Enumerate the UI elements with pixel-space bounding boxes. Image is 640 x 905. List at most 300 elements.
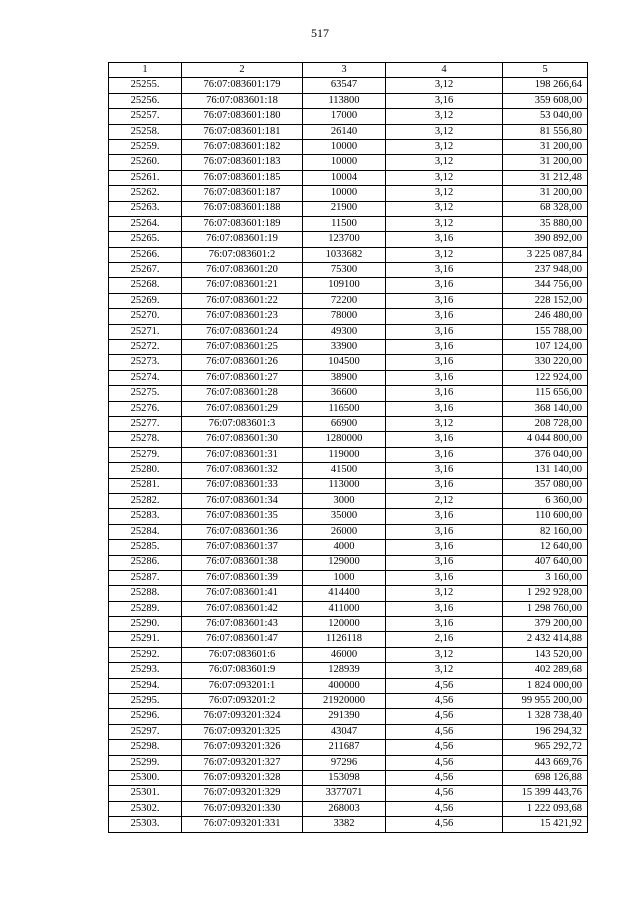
rate-value-cell: 3,12 xyxy=(386,124,503,139)
amount-value-cell: 698 126,88 xyxy=(503,770,588,785)
area-value-cell: 10000 xyxy=(303,155,386,170)
area-value-cell: 104500 xyxy=(303,355,386,370)
area-value-cell: 119000 xyxy=(303,447,386,462)
table-row xyxy=(109,401,588,416)
row-number-cell: 25266. xyxy=(109,247,182,262)
row-number-cell: 25290. xyxy=(109,617,182,632)
cadastral-number-cell: 76:07:093201:331 xyxy=(182,817,303,832)
row-number-cell: 25277. xyxy=(109,416,182,431)
table-row xyxy=(109,416,588,431)
area-value-cell: 72200 xyxy=(303,293,386,308)
amount-value-cell: 68 328,00 xyxy=(503,201,588,216)
cadastral-number-cell: 76:07:083601:19 xyxy=(182,232,303,247)
rate-value-cell: 4,56 xyxy=(386,770,503,785)
rate-value-cell: 3,12 xyxy=(386,139,503,154)
amount-value-cell: 131 140,00 xyxy=(503,463,588,478)
row-number-cell: 25272. xyxy=(109,340,182,355)
table-row xyxy=(109,78,588,93)
row-number-cell: 25275. xyxy=(109,386,182,401)
cadastral-number-cell: 76:07:083601:3 xyxy=(182,416,303,431)
table-row xyxy=(109,216,588,231)
cadastral-number-cell: 76:07:083601:182 xyxy=(182,139,303,154)
cadastral-number-cell: 76:07:083601:18 xyxy=(182,93,303,108)
amount-value-cell: 443 669,76 xyxy=(503,755,588,770)
area-value-cell: 109100 xyxy=(303,278,386,293)
cadastral-number-cell: 76:07:083601:27 xyxy=(182,370,303,385)
table-row xyxy=(109,509,588,524)
rate-value-cell: 3,16 xyxy=(386,293,503,308)
amount-value-cell: 35 880,00 xyxy=(503,216,588,231)
rate-value-cell: 3,12 xyxy=(386,647,503,662)
amount-value-cell: 246 480,00 xyxy=(503,309,588,324)
rate-value-cell: 4,56 xyxy=(386,801,503,816)
row-number-cell: 25259. xyxy=(109,139,182,154)
cadastral-number-cell: 76:07:083601:35 xyxy=(182,509,303,524)
row-number-cell: 25276. xyxy=(109,401,182,416)
row-number-cell: 25255. xyxy=(109,78,182,93)
rate-value-cell: 4,56 xyxy=(386,724,503,739)
row-number-cell: 25269. xyxy=(109,293,182,308)
cadastral-number-cell: 76:07:093201:1 xyxy=(182,678,303,693)
table-row xyxy=(109,786,588,801)
amount-value-cell: 110 600,00 xyxy=(503,509,588,524)
cadastral-number-cell: 76:07:083601:29 xyxy=(182,401,303,416)
rate-value-cell: 4,56 xyxy=(386,740,503,755)
amount-value-cell: 379 200,00 xyxy=(503,617,588,632)
rate-value-cell: 3,16 xyxy=(386,432,503,447)
row-number-cell: 25265. xyxy=(109,232,182,247)
table-row xyxy=(109,139,588,154)
table-row xyxy=(109,740,588,755)
row-number-cell: 25256. xyxy=(109,93,182,108)
area-value-cell: 97296 xyxy=(303,755,386,770)
table-row xyxy=(109,93,588,108)
area-value-cell: 120000 xyxy=(303,617,386,632)
row-number-cell: 25286. xyxy=(109,555,182,570)
row-number-cell: 25302. xyxy=(109,801,182,816)
cadastral-number-cell: 76:07:083601:179 xyxy=(182,78,303,93)
row-number-cell: 25257. xyxy=(109,109,182,124)
header-row xyxy=(109,63,588,78)
table-header xyxy=(109,63,588,78)
area-value-cell: 113800 xyxy=(303,93,386,108)
rate-value-cell: 3,16 xyxy=(386,601,503,616)
area-value-cell: 414400 xyxy=(303,586,386,601)
table-row xyxy=(109,170,588,185)
row-number-cell: 25260. xyxy=(109,155,182,170)
amount-value-cell: 1 328 738,40 xyxy=(503,709,588,724)
cadastral-number-cell: 76:07:093201:2 xyxy=(182,694,303,709)
table-row xyxy=(109,293,588,308)
amount-value-cell: 1 222 093,68 xyxy=(503,801,588,816)
amount-value-cell: 31 212,48 xyxy=(503,170,588,185)
row-number-cell: 25288. xyxy=(109,586,182,601)
cadastral-number-cell: 76:07:083601:30 xyxy=(182,432,303,447)
amount-value-cell: 6 360,00 xyxy=(503,493,588,508)
cadastral-number-cell: 76:07:083601:39 xyxy=(182,570,303,585)
area-value-cell: 291390 xyxy=(303,709,386,724)
rate-value-cell: 2,12 xyxy=(386,493,503,508)
amount-value-cell: 237 948,00 xyxy=(503,263,588,278)
header-cell-4: 4 xyxy=(386,63,503,78)
amount-value-cell: 99 955 200,00 xyxy=(503,694,588,709)
area-value-cell: 43047 xyxy=(303,724,386,739)
table-row xyxy=(109,540,588,555)
rate-value-cell: 3,16 xyxy=(386,524,503,539)
row-number-cell: 25295. xyxy=(109,694,182,709)
row-number-cell: 25285. xyxy=(109,540,182,555)
amount-value-cell: 965 292,72 xyxy=(503,740,588,755)
row-number-cell: 25303. xyxy=(109,817,182,832)
table-row xyxy=(109,370,588,385)
rate-value-cell: 3,16 xyxy=(386,463,503,478)
area-value-cell: 33900 xyxy=(303,340,386,355)
cadastral-number-cell: 76:07:083601:187 xyxy=(182,186,303,201)
amount-value-cell: 155 788,00 xyxy=(503,324,588,339)
area-value-cell: 411000 xyxy=(303,601,386,616)
rate-value-cell: 3,16 xyxy=(386,309,503,324)
amount-value-cell: 15 421,92 xyxy=(503,817,588,832)
rate-value-cell: 2,16 xyxy=(386,632,503,647)
table-row xyxy=(109,278,588,293)
table-row xyxy=(109,709,588,724)
area-value-cell: 400000 xyxy=(303,678,386,693)
row-number-cell: 25263. xyxy=(109,201,182,216)
data-table xyxy=(108,62,588,833)
header-cell-5: 5 xyxy=(503,63,588,78)
table-row xyxy=(109,232,588,247)
area-value-cell: 153098 xyxy=(303,770,386,785)
row-number-cell: 25281. xyxy=(109,478,182,493)
row-number-cell: 25268. xyxy=(109,278,182,293)
area-value-cell: 26000 xyxy=(303,524,386,539)
rate-value-cell: 3,12 xyxy=(386,216,503,231)
rate-value-cell: 3,16 xyxy=(386,555,503,570)
table-row xyxy=(109,124,588,139)
cadastral-number-cell: 76:07:083601:183 xyxy=(182,155,303,170)
table-row xyxy=(109,694,588,709)
row-number-cell: 25297. xyxy=(109,724,182,739)
table-row xyxy=(109,770,588,785)
cadastral-number-cell: 76:07:093201:327 xyxy=(182,755,303,770)
cadastral-number-cell: 76:07:083601:20 xyxy=(182,263,303,278)
amount-value-cell: 4 044 800,00 xyxy=(503,432,588,447)
cadastral-number-cell: 76:07:083601:34 xyxy=(182,493,303,508)
rate-value-cell: 4,56 xyxy=(386,786,503,801)
rate-value-cell: 3,12 xyxy=(386,201,503,216)
rate-value-cell: 3,16 xyxy=(386,324,503,339)
cadastral-number-cell: 76:07:083601:188 xyxy=(182,201,303,216)
cadastral-number-cell: 76:07:083601:24 xyxy=(182,324,303,339)
amount-value-cell: 3 225 087,84 xyxy=(503,247,588,262)
area-value-cell: 49300 xyxy=(303,324,386,339)
table-row xyxy=(109,186,588,201)
amount-value-cell: 208 728,00 xyxy=(503,416,588,431)
area-value-cell: 75300 xyxy=(303,263,386,278)
rate-value-cell: 3,12 xyxy=(386,663,503,678)
row-number-cell: 25274. xyxy=(109,370,182,385)
table-row xyxy=(109,478,588,493)
area-value-cell: 268003 xyxy=(303,801,386,816)
area-value-cell: 35000 xyxy=(303,509,386,524)
table-row xyxy=(109,447,588,462)
row-number-cell: 25270. xyxy=(109,309,182,324)
cadastral-number-cell: 76:07:093201:324 xyxy=(182,709,303,724)
rate-value-cell: 3,12 xyxy=(386,109,503,124)
area-value-cell: 21900 xyxy=(303,201,386,216)
row-number-cell: 25264. xyxy=(109,216,182,231)
table-row xyxy=(109,586,588,601)
table-row xyxy=(109,632,588,647)
cadastral-number-cell: 76:07:083601:36 xyxy=(182,524,303,539)
row-number-cell: 25284. xyxy=(109,524,182,539)
table-row xyxy=(109,432,588,447)
area-value-cell: 1126118 xyxy=(303,632,386,647)
amount-value-cell: 143 520,00 xyxy=(503,647,588,662)
rate-value-cell: 3,16 xyxy=(386,401,503,416)
rate-value-cell: 3,16 xyxy=(386,540,503,555)
area-value-cell: 129000 xyxy=(303,555,386,570)
cadastral-number-cell: 76:07:083601:25 xyxy=(182,340,303,355)
amount-value-cell: 82 160,00 xyxy=(503,524,588,539)
cadastral-number-cell: 76:07:083601:32 xyxy=(182,463,303,478)
amount-value-cell: 376 040,00 xyxy=(503,447,588,462)
rate-value-cell: 3,16 xyxy=(386,232,503,247)
rate-value-cell: 4,56 xyxy=(386,817,503,832)
table-row xyxy=(109,340,588,355)
cadastral-number-cell: 76:07:083601:189 xyxy=(182,216,303,231)
cadastral-number-cell: 76:07:083601:23 xyxy=(182,309,303,324)
table-row xyxy=(109,201,588,216)
area-value-cell: 11500 xyxy=(303,216,386,231)
table-row xyxy=(109,663,588,678)
cadastral-number-cell: 76:07:083601:47 xyxy=(182,632,303,647)
rate-value-cell: 3,16 xyxy=(386,386,503,401)
area-value-cell: 3382 xyxy=(303,817,386,832)
amount-value-cell: 1 298 760,00 xyxy=(503,601,588,616)
amount-value-cell: 1 292 928,00 xyxy=(503,586,588,601)
rate-value-cell: 3,12 xyxy=(386,586,503,601)
table-row xyxy=(109,555,588,570)
row-number-cell: 25283. xyxy=(109,509,182,524)
area-value-cell: 3377071 xyxy=(303,786,386,801)
table-row xyxy=(109,247,588,262)
rate-value-cell: 3,12 xyxy=(386,186,503,201)
row-number-cell: 25262. xyxy=(109,186,182,201)
area-value-cell: 3000 xyxy=(303,493,386,508)
table-row xyxy=(109,801,588,816)
cadastral-number-cell: 76:07:083601:37 xyxy=(182,540,303,555)
rate-value-cell: 3,12 xyxy=(386,416,503,431)
row-number-cell: 25282. xyxy=(109,493,182,508)
cadastral-number-cell: 76:07:083601:181 xyxy=(182,124,303,139)
cadastral-number-cell: 76:07:083601:22 xyxy=(182,293,303,308)
table-row xyxy=(109,817,588,832)
area-value-cell: 10000 xyxy=(303,139,386,154)
row-number-cell: 25267. xyxy=(109,263,182,278)
page-number: 517 xyxy=(311,26,329,40)
table-row xyxy=(109,617,588,632)
row-number-cell: 25291. xyxy=(109,632,182,647)
cadastral-number-cell: 76:07:083601:2 xyxy=(182,247,303,262)
amount-value-cell: 31 200,00 xyxy=(503,186,588,201)
cadastral-number-cell: 76:07:083601:21 xyxy=(182,278,303,293)
cadastral-number-cell: 76:07:083601:38 xyxy=(182,555,303,570)
amount-value-cell: 122 924,00 xyxy=(503,370,588,385)
amount-value-cell: 1 824 000,00 xyxy=(503,678,588,693)
cadastral-number-cell: 76:07:093201:325 xyxy=(182,724,303,739)
table-row xyxy=(109,324,588,339)
amount-value-cell: 196 294,32 xyxy=(503,724,588,739)
row-number-cell: 25271. xyxy=(109,324,182,339)
rate-value-cell: 4,56 xyxy=(386,709,503,724)
header-cell-1: 1 xyxy=(109,63,182,78)
rate-value-cell: 4,56 xyxy=(386,678,503,693)
table-row xyxy=(109,386,588,401)
rate-value-cell: 3,16 xyxy=(386,355,503,370)
table-row xyxy=(109,309,588,324)
area-value-cell: 63547 xyxy=(303,78,386,93)
area-value-cell: 46000 xyxy=(303,647,386,662)
amount-value-cell: 407 640,00 xyxy=(503,555,588,570)
cadastral-number-cell: 76:07:083601:43 xyxy=(182,617,303,632)
rate-value-cell: 3,16 xyxy=(386,570,503,585)
rate-value-cell: 3,12 xyxy=(386,247,503,262)
amount-value-cell: 402 289,68 xyxy=(503,663,588,678)
rate-value-cell: 3,16 xyxy=(386,447,503,462)
amount-value-cell: 107 124,00 xyxy=(503,340,588,355)
area-value-cell: 38900 xyxy=(303,370,386,385)
amount-value-cell: 115 656,00 xyxy=(503,386,588,401)
amount-value-cell: 15 399 443,76 xyxy=(503,786,588,801)
rate-value-cell: 3,16 xyxy=(386,340,503,355)
area-value-cell: 1280000 xyxy=(303,432,386,447)
area-value-cell: 4000 xyxy=(303,540,386,555)
amount-value-cell: 344 756,00 xyxy=(503,278,588,293)
amount-value-cell: 368 140,00 xyxy=(503,401,588,416)
cadastral-number-cell: 76:07:083601:41 xyxy=(182,586,303,601)
area-value-cell: 78000 xyxy=(303,309,386,324)
cadastral-number-cell: 76:07:093201:330 xyxy=(182,801,303,816)
header-cell-3: 3 xyxy=(303,63,386,78)
rate-value-cell: 3,12 xyxy=(386,170,503,185)
rate-value-cell: 3,16 xyxy=(386,478,503,493)
row-number-cell: 25278. xyxy=(109,432,182,447)
table-row xyxy=(109,155,588,170)
cadastral-number-cell: 76:07:083601:9 xyxy=(182,663,303,678)
rate-value-cell: 4,56 xyxy=(386,755,503,770)
amount-value-cell: 31 200,00 xyxy=(503,155,588,170)
row-number-cell: 25301. xyxy=(109,786,182,801)
area-value-cell: 123700 xyxy=(303,232,386,247)
row-number-cell: 25273. xyxy=(109,355,182,370)
rate-value-cell: 3,16 xyxy=(386,370,503,385)
area-value-cell: 36600 xyxy=(303,386,386,401)
area-value-cell: 211687 xyxy=(303,740,386,755)
table-row xyxy=(109,263,588,278)
rate-value-cell: 3,16 xyxy=(386,617,503,632)
row-number-cell: 25292. xyxy=(109,647,182,662)
row-number-cell: 25300. xyxy=(109,770,182,785)
table-row xyxy=(109,493,588,508)
area-value-cell: 17000 xyxy=(303,109,386,124)
rate-value-cell: 3,12 xyxy=(386,78,503,93)
area-value-cell: 113000 xyxy=(303,478,386,493)
area-value-cell: 10000 xyxy=(303,186,386,201)
table-body xyxy=(109,78,588,832)
row-number-cell: 25296. xyxy=(109,709,182,724)
amount-value-cell: 330 220,00 xyxy=(503,355,588,370)
amount-value-cell: 2 432 414,88 xyxy=(503,632,588,647)
table-row xyxy=(109,601,588,616)
table-row xyxy=(109,463,588,478)
rate-value-cell: 3,16 xyxy=(386,93,503,108)
row-number-cell: 25258. xyxy=(109,124,182,139)
table-row xyxy=(109,355,588,370)
cadastral-number-cell: 76:07:083601:26 xyxy=(182,355,303,370)
table-row xyxy=(109,755,588,770)
row-number-cell: 25298. xyxy=(109,740,182,755)
area-value-cell: 21920000 xyxy=(303,694,386,709)
table-row xyxy=(109,570,588,585)
amount-value-cell: 12 640,00 xyxy=(503,540,588,555)
area-value-cell: 10004 xyxy=(303,170,386,185)
amount-value-cell: 81 556,80 xyxy=(503,124,588,139)
area-value-cell: 1000 xyxy=(303,570,386,585)
amount-value-cell: 31 200,00 xyxy=(503,139,588,154)
area-value-cell: 26140 xyxy=(303,124,386,139)
table-row xyxy=(109,724,588,739)
cadastral-number-cell: 76:07:093201:328 xyxy=(182,770,303,785)
area-value-cell: 1033682 xyxy=(303,247,386,262)
amount-value-cell: 359 608,00 xyxy=(503,93,588,108)
table-row xyxy=(109,109,588,124)
row-number-cell: 25280. xyxy=(109,463,182,478)
cadastral-number-cell: 76:07:083601:33 xyxy=(182,478,303,493)
amount-value-cell: 228 152,00 xyxy=(503,293,588,308)
rate-value-cell: 4,56 xyxy=(386,694,503,709)
table-row xyxy=(109,678,588,693)
table-row xyxy=(109,647,588,662)
cadastral-number-cell: 76:07:083601:185 xyxy=(182,170,303,185)
row-number-cell: 25299. xyxy=(109,755,182,770)
row-number-cell: 25287. xyxy=(109,570,182,585)
rate-value-cell: 3,12 xyxy=(386,155,503,170)
table-row xyxy=(109,524,588,539)
cadastral-number-cell: 76:07:083601:28 xyxy=(182,386,303,401)
rate-value-cell: 3,16 xyxy=(386,278,503,293)
amount-value-cell: 53 040,00 xyxy=(503,109,588,124)
row-number-cell: 25279. xyxy=(109,447,182,462)
row-number-cell: 25261. xyxy=(109,170,182,185)
rate-value-cell: 3,16 xyxy=(386,263,503,278)
cadastral-number-cell: 76:07:083601:180 xyxy=(182,109,303,124)
area-value-cell: 128939 xyxy=(303,663,386,678)
rate-value-cell: 3,16 xyxy=(386,509,503,524)
header-cell-2: 2 xyxy=(182,63,303,78)
cadastral-number-cell: 76:07:093201:326 xyxy=(182,740,303,755)
cadastral-number-cell: 76:07:083601:31 xyxy=(182,447,303,462)
area-value-cell: 66900 xyxy=(303,416,386,431)
row-number-cell: 25294. xyxy=(109,678,182,693)
row-number-cell: 25293. xyxy=(109,663,182,678)
amount-value-cell: 390 892,00 xyxy=(503,232,588,247)
area-value-cell: 41500 xyxy=(303,463,386,478)
row-number-cell: 25289. xyxy=(109,601,182,616)
amount-value-cell: 357 080,00 xyxy=(503,478,588,493)
cadastral-number-cell: 76:07:083601:42 xyxy=(182,601,303,616)
area-value-cell: 116500 xyxy=(303,401,386,416)
